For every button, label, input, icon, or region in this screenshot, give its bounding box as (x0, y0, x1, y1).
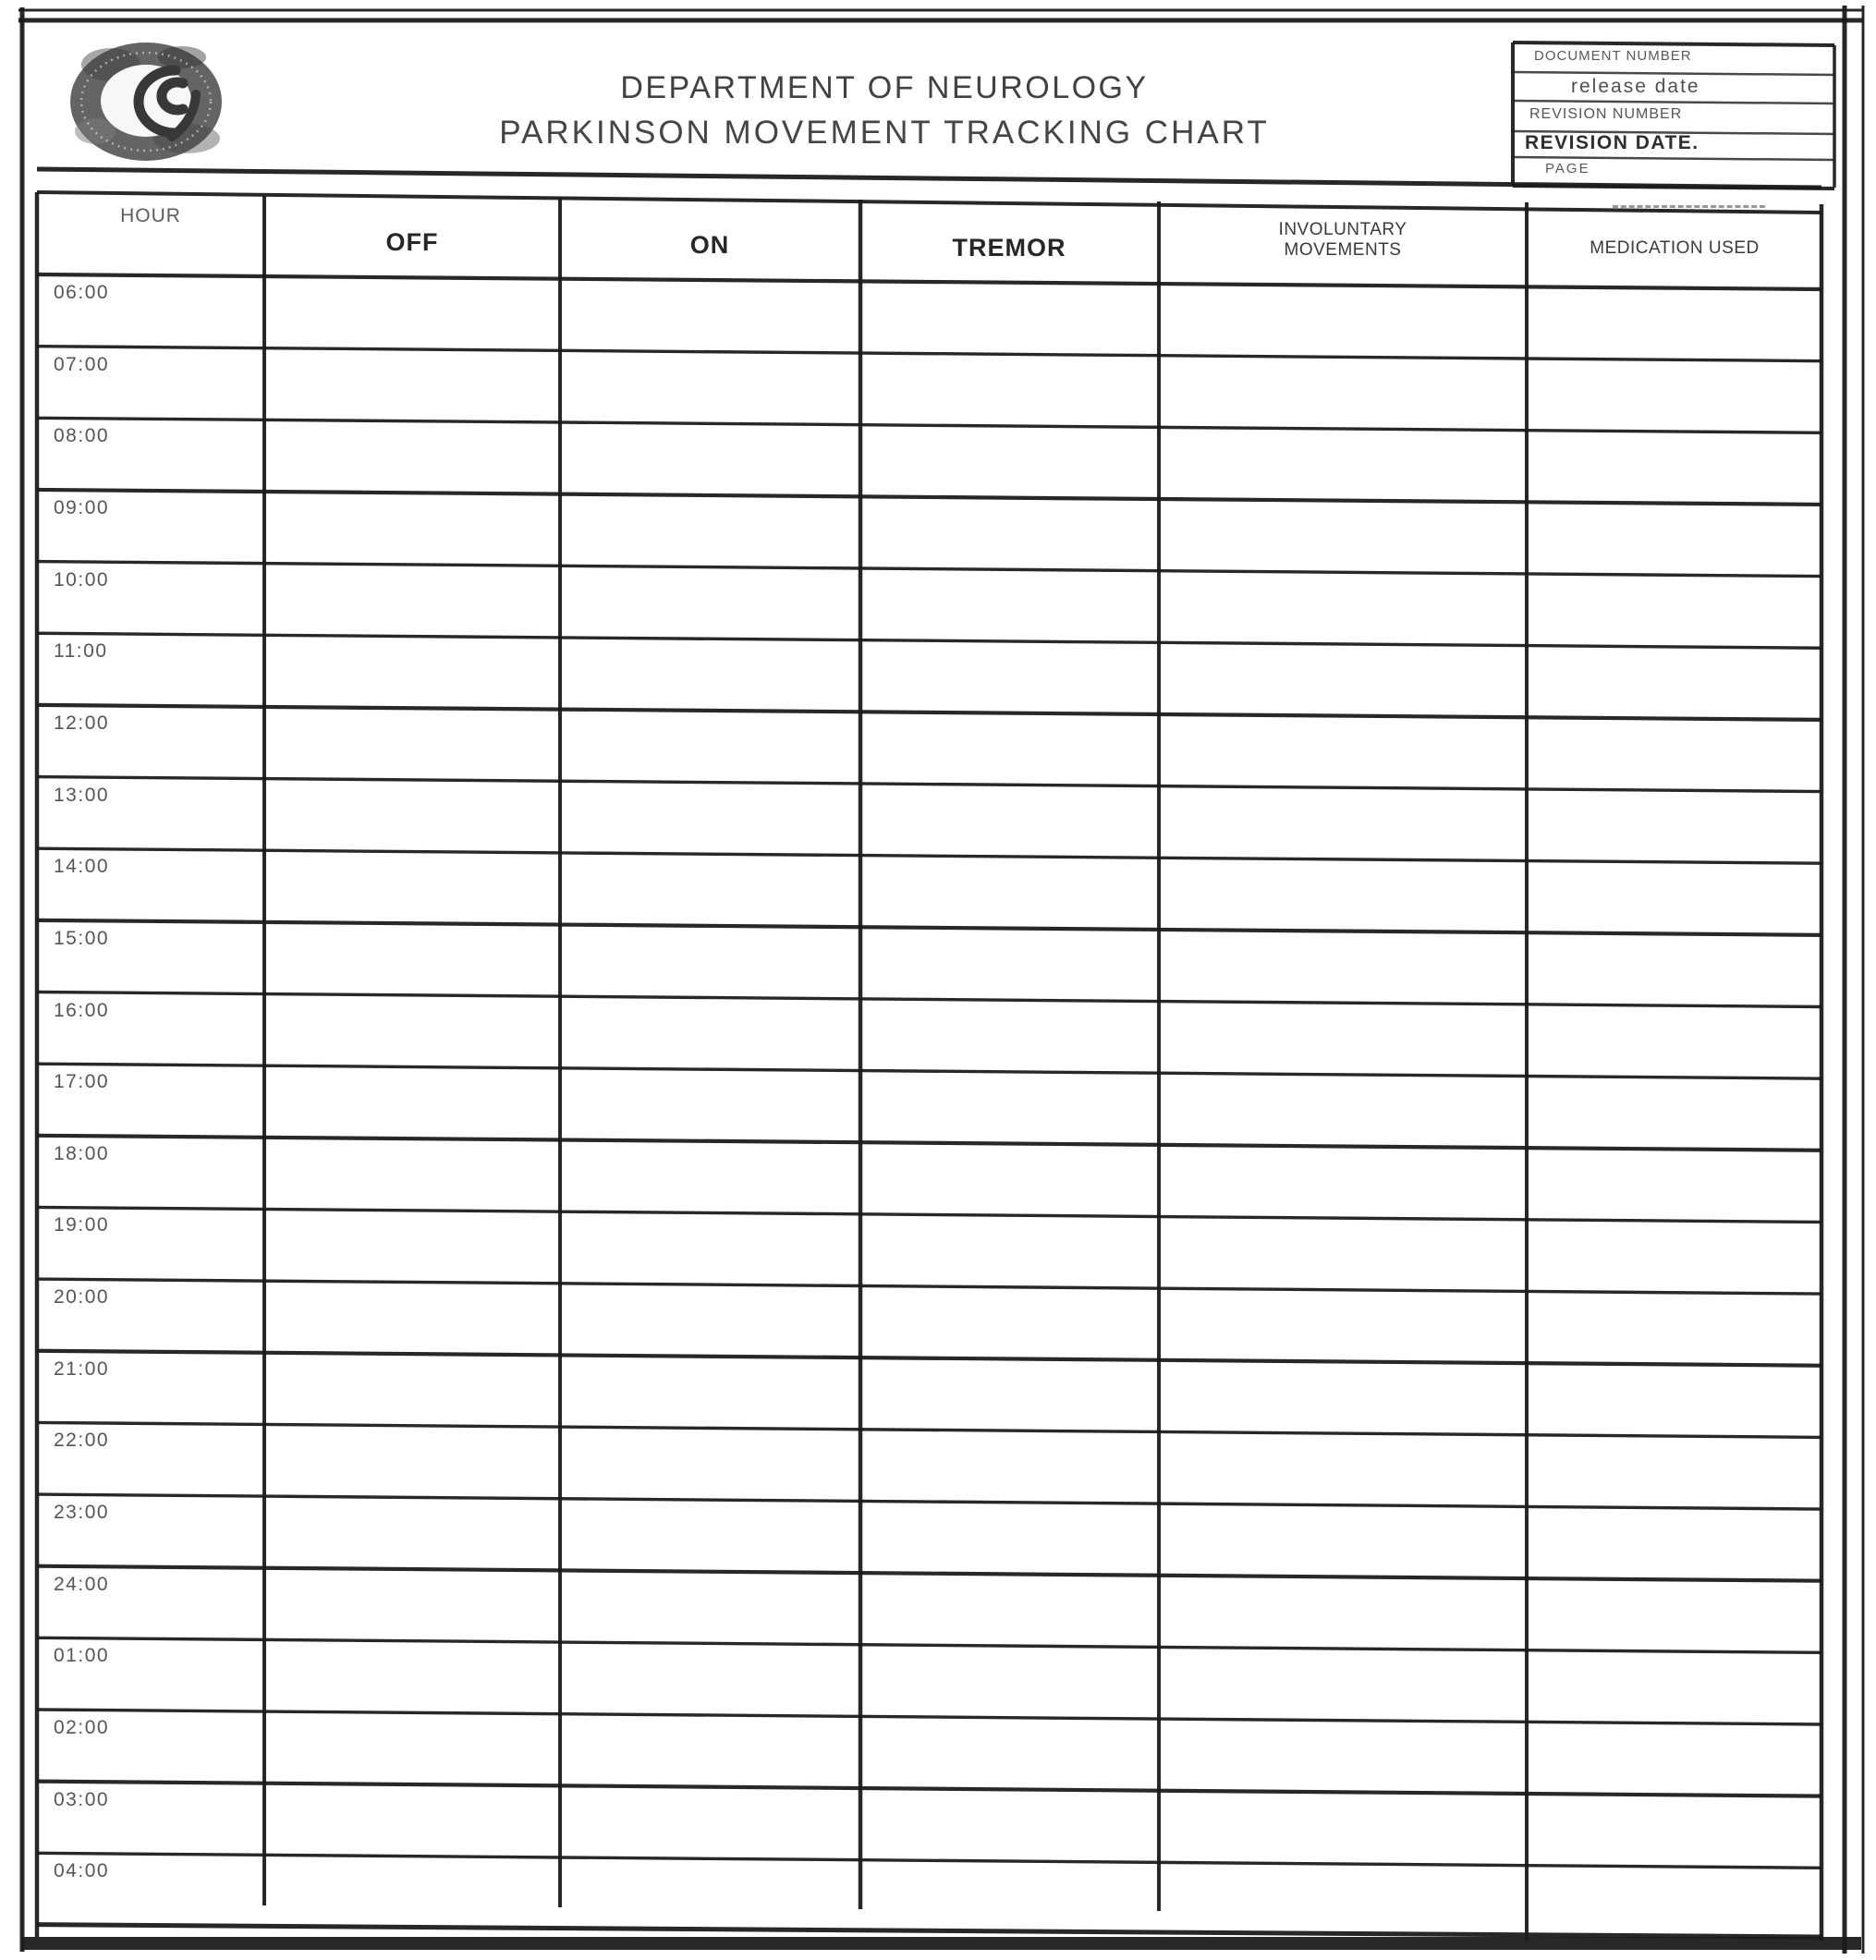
cell-tremor-23:00 (863, 1498, 1156, 1563)
hour-label: 21:00 (54, 1357, 110, 1380)
cell-involuntary-movements-10:00 (1162, 566, 1524, 630)
cell-tremor-15:00 (863, 924, 1156, 989)
cell-tremor-11:00 (863, 637, 1156, 701)
cell-involuntary-movements-18:00 (1162, 1139, 1524, 1204)
cell-tremor-12:00 (863, 709, 1156, 773)
cell-medication-used-10:00 (1529, 566, 1819, 630)
cell-on-02:00 (563, 1713, 858, 1778)
cell-medication-used-09:00 (1529, 493, 1819, 558)
cell-on-18:00 (563, 1139, 858, 1204)
cell-on-04:00 (563, 1857, 858, 1921)
hour-label: 10:00 (54, 568, 110, 590)
cell-involuntary-movements-08:00 (1162, 421, 1524, 486)
cell-involuntary-movements-21:00 (1162, 1355, 1524, 1419)
cell-involuntary-movements-15:00 (1162, 924, 1524, 989)
column-header-off: OFF (385, 228, 439, 256)
hour-label: 04:00 (54, 1860, 110, 1882)
cell-involuntary-movements-09:00 (1162, 493, 1524, 558)
cell-involuntary-movements-19:00 (1162, 1211, 1524, 1275)
cell-off-24:00 (267, 1570, 557, 1635)
cell-off-15:00 (267, 924, 557, 989)
cell-involuntary-movements-02:00 (1162, 1713, 1524, 1778)
cell-tremor-06:00 (863, 278, 1156, 343)
column-header-hour: HOUR (120, 205, 181, 226)
cell-medication-used-06:00 (1529, 278, 1819, 343)
cell-on-17:00 (563, 1067, 858, 1132)
hour-label: 11:00 (54, 640, 108, 663)
cell-medication-used-12:00 (1529, 709, 1819, 773)
cell-tremor-20:00 (863, 1283, 1156, 1347)
cell-tremor-10:00 (863, 566, 1156, 630)
cell-involuntary-movements-04:00 (1162, 1857, 1524, 1921)
cell-on-21:00 (563, 1355, 858, 1419)
page-label: PAGE (1545, 161, 1590, 177)
hour-label: 17:00 (54, 1071, 110, 1093)
hour-label: 03:00 (54, 1788, 110, 1810)
cell-involuntary-movements-11:00 (1162, 637, 1524, 701)
cell-on-09:00 (563, 493, 858, 558)
cell-off-02:00 (267, 1713, 557, 1778)
cell-involuntary-movements-16:00 (1162, 996, 1524, 1061)
cell-off-16:00 (267, 996, 557, 1061)
cell-off-11:00 (267, 637, 557, 701)
cell-off-20:00 (267, 1283, 557, 1347)
department-seal-icon (0, 0, 296, 203)
cell-on-06:00 (563, 278, 858, 343)
cell-medication-used-01:00 (1529, 1641, 1819, 1706)
cell-off-08:00 (267, 421, 557, 486)
hour-label: 18:00 (54, 1142, 110, 1164)
hour-label: 24:00 (54, 1573, 110, 1595)
cell-on-14:00 (563, 852, 858, 917)
hour-label: 16:00 (54, 999, 110, 1021)
hour-label: 07:00 (54, 353, 110, 375)
cell-tremor-07:00 (863, 350, 1156, 415)
cell-tremor-04:00 (863, 1857, 1156, 1921)
cell-off-19:00 (267, 1211, 557, 1275)
cell-tremor-13:00 (863, 781, 1156, 846)
cell-off-04:00 (267, 1857, 557, 1921)
cell-off-01:00 (267, 1641, 557, 1706)
cell-involuntary-movements-17:00 (1162, 1067, 1524, 1132)
revision-date-label: REVISION DATE. (1525, 132, 1699, 153)
cell-medication-used-14:00 (1529, 852, 1819, 917)
cell-on-22:00 (563, 1426, 858, 1491)
cell-on-15:00 (563, 924, 858, 989)
cell-on-03:00 (563, 1785, 858, 1850)
hour-label: 22:00 (54, 1430, 110, 1452)
cell-off-13:00 (267, 781, 557, 846)
cell-medication-used-18:00 (1529, 1139, 1819, 1204)
cell-off-06:00 (267, 278, 557, 343)
cell-involuntary-movements-12:00 (1162, 709, 1524, 773)
cell-off-07:00 (267, 350, 557, 415)
cell-tremor-01:00 (863, 1641, 1156, 1706)
hour-label: 12:00 (54, 712, 110, 734)
cell-tremor-24:00 (863, 1570, 1156, 1635)
cell-tremor-17:00 (863, 1067, 1156, 1132)
cell-tremor-03:00 (863, 1785, 1156, 1850)
cell-off-23:00 (267, 1498, 557, 1563)
page-subtitle: PARKINSON MOVEMENT TRACKING CHART (499, 115, 1270, 151)
column-header-involuntary-movements: INVOLUNTARY MOVEMENTS (1278, 220, 1407, 260)
cell-involuntary-movements-13:00 (1162, 781, 1524, 846)
cell-off-14:00 (267, 852, 557, 917)
cell-on-23:00 (563, 1498, 858, 1563)
doc-number-label: DOCUMENT NUMBER (1534, 48, 1692, 64)
cell-medication-used-02:00 (1529, 1713, 1819, 1778)
cell-tremor-16:00 (863, 996, 1156, 1061)
cell-tremor-19:00 (863, 1211, 1156, 1275)
cell-tremor-22:00 (863, 1426, 1156, 1491)
hour-label: 13:00 (54, 784, 110, 806)
cell-medication-used-11:00 (1529, 637, 1819, 701)
cell-medication-used-04:00 (1529, 1857, 1819, 1921)
revision-number-label: REVISION NUMBER (1529, 106, 1683, 122)
cell-tremor-09:00 (863, 493, 1156, 558)
scan-artifact-dashes (1613, 205, 1765, 208)
cell-involuntary-movements-01:00 (1162, 1641, 1524, 1706)
cell-involuntary-movements-07:00 (1162, 350, 1524, 415)
cell-tremor-18:00 (863, 1139, 1156, 1204)
cell-involuntary-movements-22:00 (1162, 1426, 1524, 1491)
hour-label: 15:00 (54, 927, 110, 949)
cell-on-24:00 (563, 1570, 858, 1635)
column-header-medication-used: MEDICATION USED (1590, 238, 1760, 258)
hour-label: 09:00 (54, 496, 110, 518)
cell-involuntary-movements-03:00 (1162, 1785, 1524, 1850)
cell-on-19:00 (563, 1211, 858, 1275)
cell-on-13:00 (563, 781, 858, 846)
cell-on-10:00 (563, 566, 858, 630)
cell-off-18:00 (267, 1139, 557, 1204)
cell-on-01:00 (563, 1641, 858, 1706)
hour-label: 02:00 (54, 1717, 110, 1738)
cell-on-12:00 (563, 709, 858, 773)
hour-label: 19:00 (54, 1214, 110, 1236)
cell-medication-used-23:00 (1529, 1498, 1819, 1563)
cell-involuntary-movements-20:00 (1162, 1283, 1524, 1347)
cell-on-08:00 (563, 421, 858, 486)
cell-medication-used-19:00 (1529, 1211, 1819, 1275)
cell-medication-used-13:00 (1529, 781, 1819, 846)
cell-involuntary-movements-06:00 (1162, 278, 1524, 343)
cell-involuntary-movements-23:00 (1162, 1498, 1524, 1563)
hour-label: 14:00 (54, 856, 110, 878)
cell-on-16:00 (563, 996, 858, 1061)
cell-tremor-14:00 (863, 852, 1156, 917)
cell-tremor-08:00 (863, 421, 1156, 486)
hour-label: 20:00 (54, 1286, 110, 1309)
cell-off-09:00 (267, 493, 557, 558)
cell-medication-used-15:00 (1529, 924, 1819, 989)
cell-off-10:00 (267, 566, 557, 630)
hour-label: 06:00 (54, 282, 110, 303)
hour-label: 01:00 (54, 1645, 110, 1667)
cell-medication-used-07:00 (1529, 350, 1819, 415)
cell-tremor-21:00 (863, 1355, 1156, 1419)
cell-off-21:00 (267, 1355, 557, 1419)
cell-medication-used-21:00 (1529, 1355, 1819, 1419)
cell-medication-used-24:00 (1529, 1570, 1819, 1635)
column-header-on: ON (689, 231, 730, 259)
cell-medication-used-16:00 (1529, 996, 1819, 1061)
cell-medication-used-03:00 (1529, 1785, 1819, 1850)
column-header-tremor: TREMOR (952, 234, 1066, 262)
cell-off-12:00 (267, 709, 557, 773)
cell-on-07:00 (563, 350, 858, 415)
cell-medication-used-20:00 (1529, 1283, 1819, 1347)
cell-on-11:00 (563, 637, 858, 701)
cell-off-17:00 (267, 1067, 557, 1132)
release-date-label: release date (1571, 76, 1700, 97)
cell-medication-used-08:00 (1529, 421, 1819, 486)
cell-off-03:00 (267, 1785, 557, 1850)
page-title: DEPARTMENT OF NEUROLOGY (620, 70, 1149, 105)
cell-involuntary-movements-14:00 (1162, 852, 1524, 917)
hour-label: 23:00 (54, 1502, 110, 1524)
hour-label: 08:00 (54, 425, 110, 447)
cell-medication-used-22:00 (1529, 1426, 1819, 1491)
cell-tremor-02:00 (863, 1713, 1156, 1778)
cell-on-20:00 (563, 1283, 858, 1347)
cell-medication-used-17:00 (1529, 1067, 1819, 1132)
cell-involuntary-movements-24:00 (1162, 1570, 1524, 1635)
cell-off-22:00 (267, 1426, 557, 1491)
